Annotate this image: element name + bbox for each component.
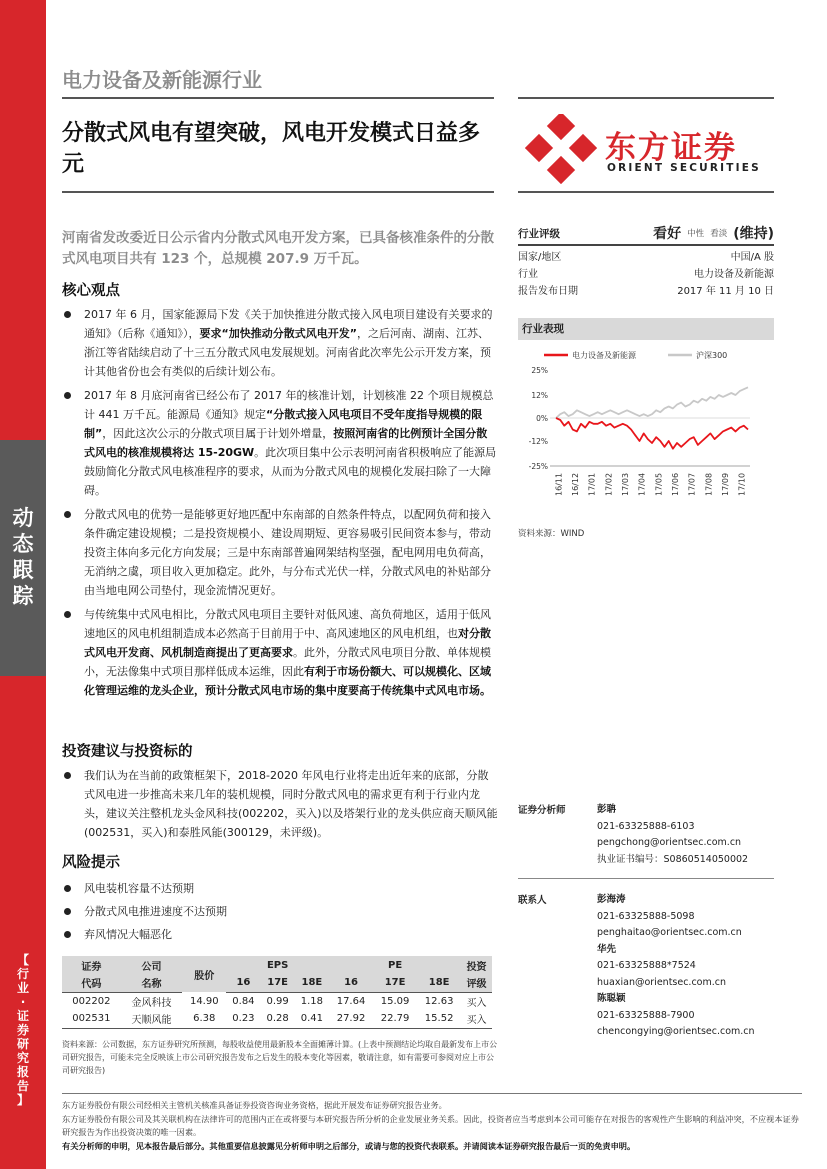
bullet-paragraph — [62, 766, 498, 842]
text: 。此外，分散式风电项目分散、单体规模小，无法像集中式项目那样低成本运维，因此 — [84, 646, 491, 678]
table-cell: 27.92 — [329, 1010, 373, 1028]
text: 2017 年 6 月，国家能源局下发《关于加快推进分散式接入风电项目建设有关要求的通知》（后称《通知》）， — [84, 308, 493, 340]
table-cell: 15.09 — [380, 995, 410, 1007]
bold-text: 对分散式风电开发商、风机制造商提出了更高要求 — [84, 627, 491, 659]
rating-label: 行业评级 — [518, 227, 560, 240]
text: 分散式风电的优势一是能够更好地匹配中东南部的自然条件特点，以配网负荷和接入条件确定建设规模；二是投资规模小、建设周期短、更容易吸引民间资本参与，带动投资主体向多元化方向发展；三是中东南部普遍网架结构坚强，配电网用电负荷高，无消纳之虞，项目收入更加稳定。此外，与分布式光伏一样，分散式风电的补贴部分由当地电网公司垫付，现金流情况更好。 — [84, 508, 491, 597]
text: ，因此这次公示的分散式项目属于计划外增量， — [102, 427, 334, 440]
contact-phone: 021-63325888-7900 — [597, 1009, 695, 1021]
text: 2017 年 8 月底河南省已经公布了 2017 年的核准计划，计划核准 22 个项目规模总计 441 万千瓦。能源局《通知》规定 — [84, 389, 494, 421]
disclaimer-line-1: 东方证券股份有限公司经相关主管机关核准具备证券投资咨询业务资格，据此开展发布证券研究报告业务。 — [62, 1100, 447, 1110]
table-cell: 0.99 — [266, 995, 289, 1007]
section-tag: 动 态 跟 踪 — [12, 506, 34, 608]
risk-item: 风电装机容量不达预期 — [62, 879, 498, 898]
table-cell: 买入 — [466, 997, 487, 1009]
table-cell: 14.90 — [189, 995, 219, 1007]
contact-phone: 021-63325888-5098 — [597, 910, 695, 922]
table-note: 资料来源：公司数据，东方证券研究所预测，每股收益使用最新股本全面摊薄计算。(上表中预测结论均取自最新发布上市公司研究报告，可能未完全反映该上市公司研究报告发布之后发生的股本变化等因素，敬请注意，如有需要可参阅对应上市公司研究报告) — [62, 1040, 498, 1075]
contacts-label: 联系人 — [518, 895, 547, 906]
table-cell: 0.23 — [226, 1010, 260, 1028]
logo-en-text: ORIENT SECURITIES — [607, 162, 761, 174]
x-tick-label: 17/03 — [621, 472, 630, 496]
risk-heading: 风险提示 — [62, 855, 120, 871]
th-code: 证券 — [62, 956, 121, 974]
contact-email[interactable]: penghaitao@orientsec.com.cn — [597, 927, 742, 938]
x-tick-label: 17/04 — [637, 472, 647, 496]
bullet-paragraph — [62, 305, 498, 381]
y-tick-label: -12% — [528, 437, 548, 447]
report-title: 分散式风电有望突破，风电开发模式日益多元 — [62, 121, 481, 177]
bullet-paragraph — [62, 386, 498, 500]
rating-row — [518, 283, 774, 300]
series-line — [556, 418, 748, 449]
analyst-name: 彭聃 — [597, 804, 617, 815]
th-eps-17e: 17E — [261, 974, 295, 992]
invest-bullets — [62, 766, 498, 847]
x-tick-label: 17/05 — [654, 472, 664, 496]
divider — [62, 191, 494, 193]
contact-name: 彭海涛 — [597, 894, 626, 905]
rating-row-key: 国家/地区 — [518, 252, 562, 263]
text: 。此次项目集中公示表明河南省积极响应了能源局鼓励简化分散式风电核准程序的要求，从而为分散式风电的规模化发展扫除了一大障碍。 — [84, 446, 497, 497]
disclaimer — [62, 1093, 802, 1153]
text: ，之后河南、湖南、江苏、浙江等省陆续启动了十三五分散式风电发展规划。河南省此次率先公示开发方案，预计其他省份也会有类似的后续计划公布。 — [84, 327, 491, 378]
x-tick-label: 16/11 — [554, 472, 564, 496]
th-rating: 投资 — [461, 956, 492, 974]
divider — [62, 97, 494, 99]
rating-row-key: 行业 — [518, 269, 538, 280]
series-line — [556, 387, 748, 418]
divider — [518, 97, 774, 99]
bold-text: 按照河南省的比例预计全国分散式风电的核准规模将达 15-20GW — [84, 427, 488, 459]
th-eps: EPS — [226, 956, 329, 974]
divider — [518, 878, 774, 879]
table-cell: 0.28 — [261, 1010, 295, 1028]
contact-name: 陈聪颖 — [597, 993, 626, 1004]
rating-row-value: 电力设备及新能源 — [694, 269, 774, 280]
analyst-email[interactable]: pengchong@orientsec.com.cn — [597, 837, 742, 848]
performance-heading: 行业表现 — [518, 318, 774, 340]
x-tick-label: 17/01 — [587, 472, 597, 496]
th-company-2: 名称 — [121, 974, 183, 992]
x-tick-label: 17/10 — [737, 472, 747, 496]
x-tick-label: 17/02 — [604, 472, 614, 496]
rating-header — [518, 222, 774, 246]
x-tick-label: 17/08 — [704, 472, 714, 496]
contact-email[interactable]: chencongying@orientsec.com.cn — [597, 1026, 755, 1037]
analyst-label: 证券分析师 — [518, 805, 566, 816]
rating-row-value: 2017 年 11 月 10 日 — [677, 286, 774, 297]
bold-text: 有利于市场份额大、可以规模化、区域化管理运维的龙头企业，预计分散式风电市场的集中度要高于传统集中式风电市场。 — [84, 665, 491, 697]
orient-securities-logo — [525, 114, 785, 184]
table-row — [62, 1010, 492, 1028]
y-tick-label: 0% — [536, 414, 548, 423]
table-cell: 1.18 — [300, 995, 324, 1007]
x-tick-label: 16/12 — [571, 472, 580, 496]
rating-row-key: 报告发布日期 — [518, 286, 578, 297]
core-heading: 核心观点 — [62, 283, 120, 299]
contact-name: 华先 — [597, 943, 617, 955]
table-cell: 15.52 — [417, 1010, 461, 1028]
legend-label: 电力设备及新能源 — [572, 351, 636, 360]
text: 与传统集中式风电相比，分散式风电项目主要针对低风速、高负荷地区，适用于低风速地区的风电机组制造成本必然高于目前用于中、高风速地区的风电机组，也 — [84, 608, 491, 640]
rating-value: 看好 — [653, 226, 682, 242]
analyst-phone: 021-63325888-6103 — [597, 820, 695, 832]
bullet-paragraph — [62, 605, 498, 700]
industry-name: 电力设备及新能源行业 — [62, 68, 262, 92]
text: 我们认为在当前的政策框架下，2018-2020 年风电行业将走出近年来的底部，分散式风电进一步推高未来几年的装机规模，同时分散式风电的需求更有利于行业内龙头，建议关注整机龙头金风科技(002202，买入)以及塔架行业的龙头供应商天顺风能(002531，买入)和泰胜风能(300129，未评级)。 — [84, 769, 498, 839]
divider — [518, 191, 774, 193]
y-tick-label: 12% — [531, 390, 548, 400]
th-price: 股价 — [182, 956, 226, 992]
report-summary: 河南省发改委近日公示省内分散式风电开发方案，已具备核准条件的分散式风电项目共有 123 个，总规模 207.9 万千瓦。 — [62, 230, 494, 267]
th-code-2: 代码 — [62, 974, 121, 992]
chart-source: 资料来源：WIND — [518, 529, 585, 539]
x-tick-label: 17/09 — [721, 472, 730, 496]
table-cell: 金风科技 — [131, 997, 172, 1009]
table-cell: 22.79 — [373, 1010, 417, 1028]
y-tick-label: -25% — [528, 462, 548, 471]
invest-heading: 投资建议与投资标的 — [62, 744, 193, 760]
y-tick-label: 25% — [531, 366, 548, 375]
logo-cn-text: 东方证券 — [605, 130, 737, 166]
core-bullets — [62, 305, 498, 705]
rating-box — [518, 222, 774, 300]
table-cell: 0.41 — [295, 1010, 329, 1028]
left-sidebar — [0, 0, 46, 1169]
table-cell: 17.64 — [336, 995, 366, 1007]
table-cell: 天顺风能 — [121, 1010, 183, 1028]
legend-label: 沪深300 — [696, 351, 728, 360]
rating-row-value: 中国/A 股 — [730, 252, 774, 263]
analyst-license: 执业证书编号：S0860514050002 — [597, 853, 749, 865]
x-tick-label: 17/07 — [687, 472, 697, 496]
stock-table — [62, 956, 492, 1029]
rating-row — [518, 266, 774, 283]
th-eps-18e: 18E — [295, 974, 329, 992]
rating-bearish: 看淡 — [710, 229, 728, 239]
risk-item: 分散式风电推进速度不达预期 — [62, 902, 498, 921]
table-cell: 6.38 — [182, 1010, 226, 1028]
rating-rows — [518, 249, 774, 300]
performance-chart — [518, 344, 774, 519]
disclaimer-line-2: 东方证券股份有限公司及其关联机构在法律许可的范围内正在或将要与本研究报告所分析的企业发展业务关系。因此，投资者应当考虑到本公司可能存在对报告的客观性产生影响的利益冲突，不应视本证券研究报告为作出投资决策的唯一因素。 — [62, 1113, 799, 1137]
th-rating-2: 评级 — [461, 974, 492, 992]
th-eps-16: 16 — [226, 974, 260, 992]
th-pe: PE — [329, 956, 461, 974]
table-cell: 买入 — [461, 1010, 492, 1028]
logo-mark-icon — [525, 114, 597, 184]
rating-row — [518, 249, 774, 266]
table-cell: 12.63 — [424, 995, 454, 1007]
risk-item: 弃风情况大幅恶化 — [62, 925, 498, 944]
th-company: 公司 — [121, 956, 183, 974]
report-tag: 【 行 业 · 证 券 研 究 报 告 】 — [16, 953, 29, 1107]
th-pe-18e: 18E — [417, 974, 461, 992]
table-cell: 002202 — [72, 995, 111, 1007]
x-tick-label: 17/06 — [671, 472, 680, 496]
bold-text: “分散式接入风电项目不受年度指导规模的限制” — [84, 408, 483, 440]
rating-keep: (维持) — [733, 226, 774, 242]
risk-list — [62, 879, 498, 948]
th-pe-16: 16 — [329, 974, 373, 992]
rating-neutral: 中性 — [687, 229, 705, 239]
contact-phone: 021-63325888*7524 — [597, 960, 696, 971]
disclaimer-line-3: 有关分析师的申明，见本报告最后部分。其他重要信息披露见分析师申明之后部分，或请与您的投资代表联系。并请阅读本证券研究报告最后一页的免责申明。 — [62, 1140, 636, 1151]
bullet-paragraph — [62, 505, 498, 600]
th-pe-17e: 17E — [373, 974, 417, 992]
table-row — [62, 992, 492, 1010]
bold-text: 要求“加快推动分散式风电开发” — [199, 327, 357, 340]
table-cell: 0.84 — [232, 995, 255, 1007]
contact-email[interactable]: huaxian@orientsec.com.cn — [597, 976, 727, 988]
table-cell: 002531 — [62, 1010, 121, 1028]
